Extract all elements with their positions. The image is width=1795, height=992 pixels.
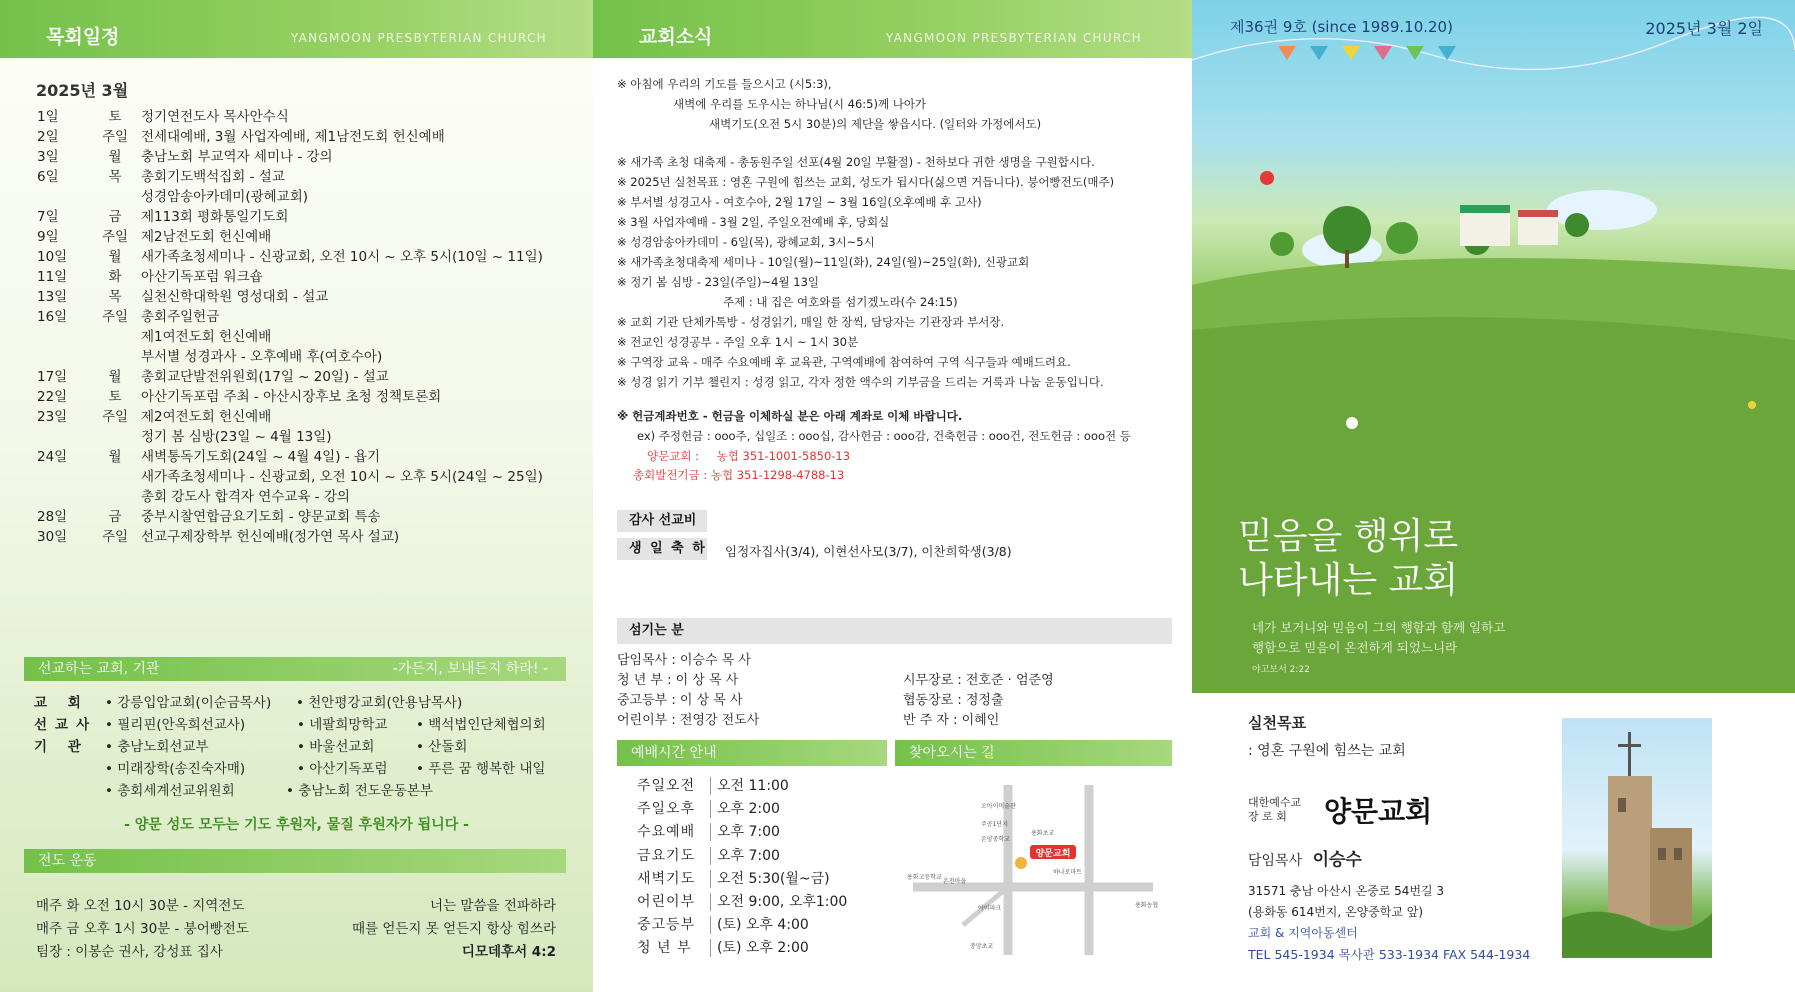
schedule-row [37, 267, 589, 287]
bank-b-label: 총회발전기금 : [633, 468, 708, 482]
staff-member: 시무장로 : 전호준 · 엄준영 [903, 673, 1054, 688]
church-building-icon [1562, 718, 1712, 958]
schedule-day: 2일 [37, 129, 59, 145]
schedule-row [37, 347, 589, 367]
worship-name: 금요기도 [637, 847, 696, 864]
worship-time: 오후 7:00 [717, 847, 780, 864]
schedule-day: 16일 [37, 309, 68, 325]
worship-divider [710, 777, 711, 795]
news-item: ※ 3월 사업자예배 - 3월 2일, 주일오전예배 후, 당회실 [617, 215, 890, 229]
balloon-icon [1260, 171, 1274, 185]
bank-b-number: 농협 351-1298-4788-13 [710, 468, 845, 482]
schedule-day [37, 327, 89, 347]
evangel-title: 전도 운동 [38, 853, 97, 869]
schedule-row [37, 367, 589, 387]
mission-item: • 필리핀(안옥희선교사) [105, 717, 246, 733]
church-english-name: YANGMOON PRESBYTERIAN CHURCH [290, 31, 547, 45]
mission-category: 기 관 [34, 739, 89, 755]
worship-name: 주일오후 [637, 801, 696, 818]
schedule-weekday: 목 [108, 289, 122, 305]
verse-line-2: 행함으로 믿음이 온전하게 되었느니라 [1252, 640, 1458, 655]
schedule-day [37, 347, 89, 367]
schedule-event: 총회주일헌금 [141, 309, 220, 325]
church-photo [1562, 718, 1712, 958]
mission-title: 선교하는 교회, 기관 [38, 661, 160, 677]
tree-icon-2 [1386, 222, 1418, 254]
schedule-title: 목회일정 [46, 26, 120, 48]
schedule-row [37, 107, 589, 127]
mission-item: • 강릉입암교회(이순금목사) [105, 695, 272, 711]
bunting-flag-2 [1310, 46, 1328, 60]
senior-pastor [1248, 845, 1362, 870]
worship-name: 새벽기도 [637, 870, 696, 887]
schedule-day: 9일 [37, 229, 59, 245]
prayer-line-1: ※ 아침에 우리의 기도를 들으시고 (시5:3), [617, 77, 832, 91]
pastor-label: 담임목사 [1248, 853, 1303, 869]
bunting-flag-5 [1406, 46, 1424, 60]
map-label-7: 하나로마트 [1053, 869, 1082, 876]
evangel-row [36, 894, 556, 914]
bunting-flag [1278, 46, 1296, 60]
schedule-event: 총회기도백석집회 - 설교 [141, 169, 285, 185]
mission-item: • 충남노회 전도운동본부 [286, 783, 433, 799]
schedule-month: 2025년 3월 [36, 81, 129, 100]
church-tower [1608, 776, 1652, 926]
news-item: ※ 구역장 교육 - 매주 수요예배 후 교육관, 구역예배에 참여하여 구역 식구들과 예배드려요. [617, 355, 1071, 369]
worship-divider [710, 847, 711, 865]
map-header: 찾아오시는 길 [895, 740, 1172, 766]
schedule-weekday: 월 [108, 369, 122, 385]
church-window-2 [1658, 848, 1666, 860]
news-title: 교회소식 [639, 26, 713, 48]
map-label-6: 용화초교 [1031, 830, 1055, 837]
worship-name: 수요예배 [637, 824, 696, 841]
hill-front [1192, 317, 1795, 693]
bank-account-b [633, 467, 1183, 483]
bank-a-label: 양문교회 : [647, 449, 699, 463]
tree-icon [1323, 206, 1371, 254]
worship-divider [710, 870, 711, 888]
schedule-event: 총회교단발전위원회(17일 ~ 20일) - 설교 [141, 369, 389, 385]
mission-item: • 미래장학(송진숙자매) [105, 761, 246, 777]
worship-divider [710, 939, 711, 957]
schedule-weekday: 주일 [101, 129, 129, 145]
schedule-row [37, 227, 589, 247]
evangel-verse: 너는 말씀을 전파하라 [430, 898, 556, 914]
church-name: 양문교회 [1324, 795, 1433, 828]
schedule-event: 충남노회 부교역자 세미나 - 강의 [141, 149, 333, 165]
schedule-day: 13일 [37, 289, 68, 305]
schedule-event: 제113회 평화통일기도회 [141, 209, 289, 225]
tree-icon-5 [1565, 213, 1589, 237]
schedule-day: 11일 [37, 269, 68, 285]
address-line-1: 31571 충남 아산시 온중로 54번길 3 [1248, 884, 1445, 898]
theme-line-1: 믿음을 행위로 [1238, 516, 1459, 557]
evangel-row [36, 940, 556, 960]
schedule-day: 7일 [37, 209, 59, 225]
evangel-schedule: 매주 화 오전 10시 30분 - 지역전도 [36, 898, 245, 914]
denomination [1248, 796, 1301, 824]
schedule-event: 제1여전도회 헌신예배 [141, 329, 272, 345]
schedule-row [37, 447, 589, 467]
mission-category: 선교사 [34, 717, 98, 733]
mission-item: • 아산기독포럼 [297, 761, 388, 777]
schedule-row [37, 287, 589, 307]
staff-header: 섬기는 분 [617, 618, 1172, 644]
schedule-event: 새벽통독기도회(24일 ~ 4월 4일) - 욥기 [141, 449, 381, 465]
mission-item: • 네팔희망학교 [297, 717, 388, 733]
schedule-panel [0, 0, 593, 992]
schedule-day: 22일 [37, 389, 68, 405]
schedule-weekday: 금 [108, 509, 122, 525]
schedule-row [37, 327, 589, 347]
schedule-row [37, 187, 589, 207]
map-label-4: 용화고등학교 [907, 874, 942, 881]
flower-icon-2 [1748, 401, 1756, 409]
schedule-event: 새가족초청세미나 - 신광교회, 오전 10시 ~ 오후 5시(10일 ~ 11일) [141, 249, 543, 265]
worship-divider [710, 893, 711, 911]
denomination-line-1: 대한예수교 [1248, 796, 1302, 809]
schedule-day: 3일 [37, 149, 59, 165]
schedule-header [0, 0, 593, 58]
schedule-weekday: 월 [108, 449, 122, 465]
pastor-name: 이승수 [1312, 850, 1362, 870]
prayer-line-2: 새벽에 우리를 도우시는 하나님(시 46:5)께 나아가 [673, 97, 927, 111]
goal-title: 실천목표 [1248, 714, 1306, 732]
schedule-event: 아산기독포럼 주최 - 아산시장후보 초청 정책토론회 [141, 389, 442, 405]
worship-name: 주일오전 [637, 778, 696, 794]
worship-divider [710, 800, 711, 818]
staff-member: 중고등부 : 이 상 목 사 [617, 693, 743, 708]
schedule-day: 6일 [37, 169, 59, 185]
schedule-weekday: 월 [108, 249, 122, 265]
map-church-icon [1015, 857, 1027, 869]
bank-title: ※ 헌금계좌번호 - 헌금을 이체하실 분은 아래 계좌로 이체 바랍니다. [617, 409, 963, 423]
worship-header: 예배시간 안내 [617, 740, 887, 766]
cross-bar [1618, 744, 1641, 747]
mission-item: • 바울선교회 [297, 739, 375, 755]
mission-item: • 산돌회 [416, 739, 468, 755]
mission-item: • 푸른 꿈 행복한 내일 [416, 761, 546, 777]
support-line: - 양문 성도 모두는 기도 후원자, 물질 후원자가 됩니다 - [124, 817, 469, 833]
schedule-event: 성경암송아카데미(광혜교회) [141, 189, 309, 205]
bank-account-a [647, 448, 1192, 464]
news-item: ※ 새가족 초청 대축제 - 총동원주일 선포(4월 20일 부활절) - 천하보다 귀한 생명을 구원합시다. [617, 155, 1095, 169]
map-label-2: 주공1단지 [981, 821, 1009, 828]
mission-category: 교 회 [34, 695, 89, 711]
volume-info: 제36권 9호 (since 1989.10.20) [1230, 18, 1453, 36]
cloud-icon-2 [1547, 190, 1657, 230]
map-background [903, 775, 1173, 970]
news-item: ※ 전교인 성경공부 - 주일 오후 1시 ~ 1시 30분 [617, 335, 859, 349]
staff-member: 담임목사 : 이승수 목 사 [617, 653, 751, 668]
mission-item: • 충남노회선교부 [105, 739, 209, 755]
schedule-weekday: 목 [108, 169, 122, 185]
schedule-row [37, 307, 589, 327]
schedule-weekday: 금 [108, 209, 122, 225]
theme-line-2: 나타내는 교회 [1238, 560, 1459, 601]
schedule-row [37, 487, 589, 507]
cover-panel [1192, 0, 1795, 992]
market-stall-icon [1460, 210, 1510, 246]
schedule-weekday [89, 487, 141, 507]
map-label-5: 온천마을 [943, 878, 967, 885]
mission-item: • 총회세계선교위원회 [105, 783, 235, 799]
news-item: ※ 교회 기관 단체카톡방 - 성경읽기, 매일 한 장씩, 담당자는 기관장과 부서장. [617, 315, 1005, 329]
map-label-10: 용화농협 [1135, 902, 1159, 909]
schedule-event: 제2남전도회 헌신예배 [141, 229, 272, 245]
schedule-day: 23일 [37, 409, 68, 425]
worship-name: 중고등부 [637, 917, 696, 934]
worship-time: 오전 5:30(월~금) [717, 870, 830, 887]
location-map [903, 775, 1173, 970]
mission-header [24, 657, 566, 681]
denomination-line-2: 장 로 회 [1248, 810, 1287, 823]
news-item: ※ 부서별 성경고사 - 여호수아, 2월 17일 ~ 3월 16일(오후예배 후 고사) [617, 195, 982, 209]
evangel-verse: 디모데후서 4:2 [461, 944, 556, 960]
schedule-row [37, 127, 589, 147]
schedule-row [37, 527, 589, 547]
market-stall-icon-2 [1518, 215, 1558, 245]
worship-divider [710, 916, 711, 934]
schedule-event: 새가족초청세미나 - 신광교회, 오전 10시 ~ 오후 5시(24일 ~ 25일) [141, 469, 543, 485]
schedule-weekday [89, 347, 141, 367]
worship-divider [710, 823, 711, 841]
mission-slogan: -가든지, 보내든지 하라! - [392, 661, 548, 677]
birthday-label: 생 일 축 하 [617, 538, 707, 560]
church-english-name-2: YANGMOON PRESBYTERIAN CHURCH [885, 31, 1142, 45]
schedule-weekday: 월 [108, 149, 122, 165]
bank-a-number: 농협 351-1001-5850-13 [716, 449, 851, 463]
evangel-row [36, 917, 556, 937]
bank-example: ex) 주정헌금 : ooo주, 십일조 : ooo십, 감사헌금 : ooo감, 건축헌금 : ooo건, 전도헌금 : ooo전 등 [637, 429, 1131, 443]
schedule-weekday: 주일 [101, 529, 129, 545]
bunting-flag-4 [1374, 46, 1392, 60]
schedule-event: 실천신학대학원 영성대회 - 설교 [141, 289, 329, 305]
verse-reference: 야고보서 2:22 [1252, 665, 1310, 675]
contact-phones: TEL 545-1934 목사관 533-1934 FAX 544-1934 [1248, 947, 1531, 962]
flower-icon [1346, 417, 1358, 429]
schedule-weekday: 주일 [101, 409, 129, 425]
cover-illustration [1192, 0, 1795, 693]
schedule-weekday [89, 327, 141, 347]
cross-post [1628, 732, 1631, 776]
schedule-day [37, 487, 89, 507]
schedule-row [37, 407, 589, 427]
schedule-row [37, 147, 589, 167]
schedule-row [37, 247, 589, 267]
schedule-weekday: 화 [108, 269, 122, 285]
mission-item: • 천안평강교회(안용남목사) [296, 695, 463, 711]
schedule-event: 총회 강도사 합격자 연수교육 - 강의 [141, 489, 350, 505]
evangel-header [24, 849, 566, 873]
stall-awning-2 [1518, 210, 1558, 217]
worship-name: 청 년 부 [637, 940, 692, 957]
goal-text: : 영혼 구원에 힘쓰는 교회 [1248, 743, 1406, 759]
schedule-event: 정기연전도사 목사안수식 [141, 109, 289, 125]
evangel-schedule: 매주 금 오후 1시 30분 - 붕어빵전도 [36, 921, 249, 937]
mission-item: • 백석법인단체협의회 [416, 717, 546, 733]
tree-icon-3 [1270, 232, 1294, 256]
news-item: ※ 성경암송아카데미 - 6일(목), 광혜교회, 3시~5시 [617, 235, 875, 249]
birthday-value: 임정자집사(3/4), 이현선사모(3/7), 이찬희학생(3/8) [725, 544, 1012, 559]
schedule-day: 30일 [37, 529, 68, 545]
schedule-day: 10일 [37, 249, 68, 265]
worship-time: 오전 9:00, 오후1:00 [717, 894, 848, 910]
schedule-row [37, 167, 589, 187]
staff-member: 청 년 부 : 이 상 목 사 [617, 673, 739, 688]
worship-time: 오후 2:00 [717, 801, 780, 818]
worship-time: (토) 오후 2:00 [717, 940, 809, 957]
news-item: ※ 성경 읽기 기부 챌린지 : 성경 읽고, 각자 정한 액수의 기부금을 드리는 거룩과 나눔 운동입니다. [617, 375, 1104, 389]
schedule-day: 24일 [37, 449, 68, 465]
thanks-label: 감사 선교비 [617, 510, 707, 532]
evangel-schedule: 팀장 : 이봉순 권사, 강성표 집사 [36, 944, 223, 960]
schedule-day [37, 427, 89, 447]
schedule-weekday [89, 187, 141, 207]
schedule-row [37, 207, 589, 227]
news-header [593, 0, 1192, 58]
bunting-flag-3 [1342, 46, 1360, 60]
address-line-2: (용화동 614번지, 온양중학교 앞) [1248, 905, 1424, 919]
schedule-event: 제2여전도회 헌신예배 [141, 409, 272, 425]
news-panel [593, 0, 1192, 992]
schedule-day [37, 187, 89, 207]
schedule-weekday: 주일 [101, 229, 129, 245]
worship-name: 어린이부 [637, 894, 696, 910]
schedule-weekday: 주일 [101, 309, 129, 325]
schedule-row [37, 427, 589, 447]
schedule-day: 1일 [37, 109, 59, 125]
schedule-weekday [89, 467, 141, 487]
stall-awning [1460, 205, 1510, 213]
evangel-verse: 때를 얻든지 못 얻든지 항상 힘쓰라 [351, 921, 556, 937]
map-label-8: 아이파크 [978, 905, 1002, 912]
verse-line-1: 네가 보거니와 믿음이 그의 행함과 함께 일하고 [1252, 620, 1506, 635]
schedule-day [37, 467, 89, 487]
prayer-line-3: 새벽기도(오전 5시 30분)의 제단을 쌓읍시다. (일터와 가정에서도) [709, 117, 1042, 131]
schedule-list [37, 107, 589, 547]
schedule-event: 아산기독포럼 워크숍 [141, 269, 263, 285]
schedule-event: 중부시찰연합금요기도회 - 양문교회 특송 [141, 509, 381, 525]
church-window-3 [1674, 848, 1682, 860]
news-item: ※ 2025년 실천목표 : 영혼 구원에 힘쓰는 교회, 성도가 됩시다(싫으면 거듭니다). 붕어빵전도(매주) [617, 175, 1115, 189]
center-name: 교회 & 지역아동센터 [1248, 926, 1358, 940]
schedule-row [37, 467, 589, 487]
staff-member: 어린이부 : 전영강 전도사 [617, 713, 760, 728]
staff-member: 반 주 자 : 이혜인 [903, 713, 1000, 728]
schedule-weekday: 토 [108, 389, 122, 405]
news-item: 주제 : 내 집은 여호와를 섬기겠노라(수 24:15) [723, 295, 958, 309]
schedule-day: 17일 [37, 369, 68, 385]
schedule-event: 전세대예배, 3월 사업자예배, 제1남전도회 헌신예배 [141, 129, 445, 145]
map-label-1: 오아이미술관 [981, 803, 1016, 810]
staff-member: 협동장로 : 정정출 [903, 693, 1004, 708]
map-church-label: 양문교회 [1035, 849, 1071, 859]
map-label-9: 중앙초교 [970, 943, 994, 950]
schedule-day: 28일 [37, 509, 68, 525]
tree-trunk [1345, 250, 1349, 268]
schedule-weekday: 토 [108, 109, 122, 125]
issue-date: 2025년 3월 2일 [1645, 19, 1763, 38]
schedule-row [37, 507, 589, 527]
schedule-weekday [89, 427, 141, 447]
worship-time: 오전 11:00 [717, 778, 789, 794]
news-item: ※ 새가족초청대축제 세미나 - 10일(월)~11일(화), 24일(월)~25일(화), 신광교회 [617, 255, 1030, 269]
map-label-3: 온양중학교 [981, 836, 1010, 843]
schedule-event: 선교구제장학부 헌신예배(정가연 목사 설교) [141, 529, 400, 545]
schedule-event: 정기 봄 심방(23일 ~ 4월 13일) [141, 429, 332, 445]
bunting-flag-6 [1438, 46, 1456, 60]
church-window [1618, 798, 1626, 812]
schedule-event: 부서별 성경과사 - 오후예배 후(여호수아) [141, 349, 383, 365]
church-wing [1650, 828, 1692, 926]
worship-time: (토) 오후 4:00 [717, 917, 809, 934]
schedule-row [37, 387, 589, 407]
worship-time: 오후 7:00 [717, 824, 780, 841]
news-item: ※ 정기 봄 심방 - 23일(주일)~4월 13일 [617, 275, 819, 289]
